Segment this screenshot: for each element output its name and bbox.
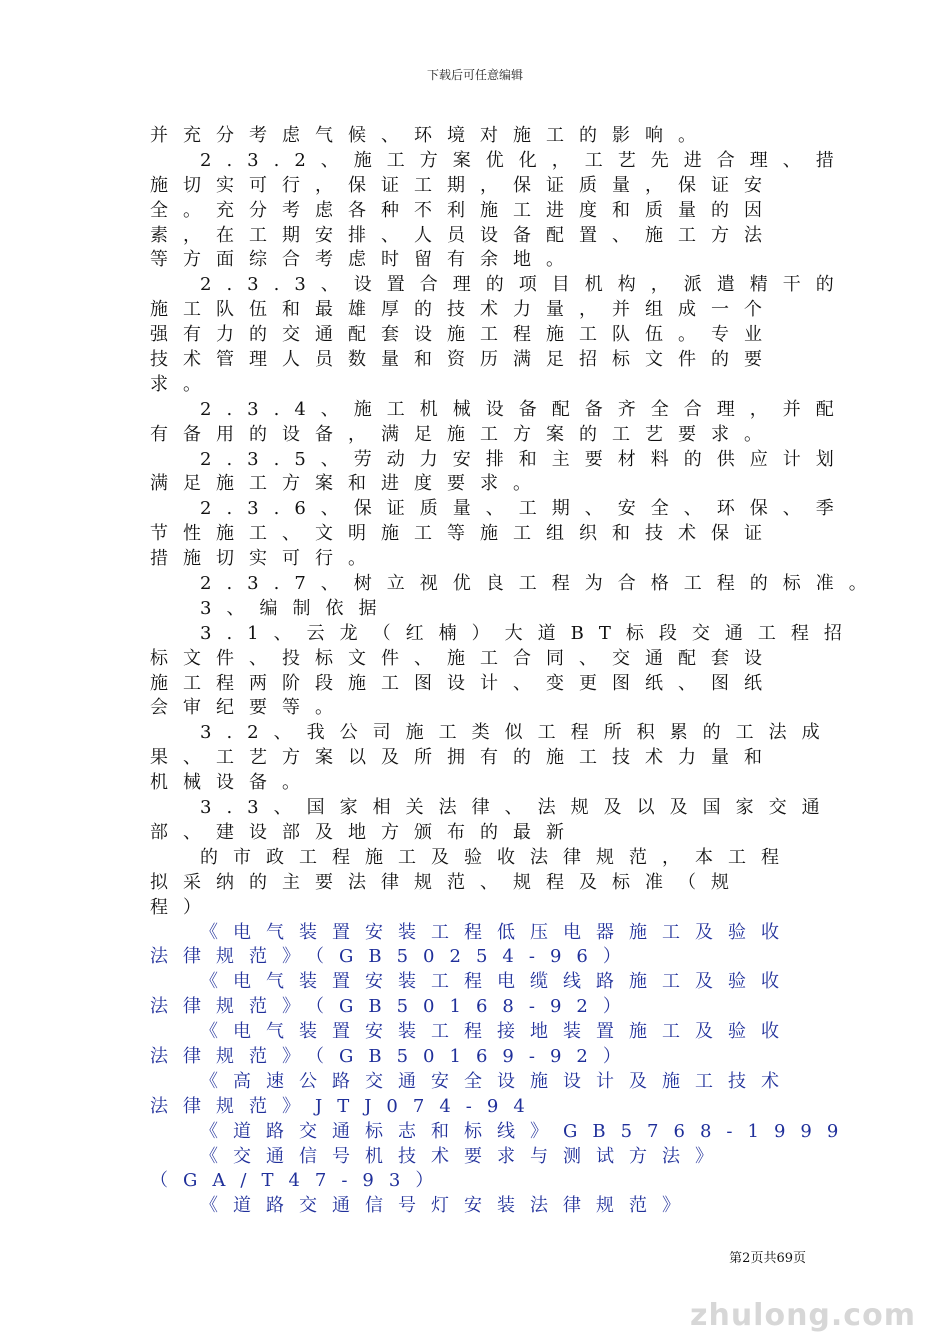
standard-line: 《电气装置安装工程接地装置施工及验收: [200, 1021, 794, 1043]
text-line: 拟采纳的主要法律规范、规程及标准（规: [150, 871, 744, 893]
standard-line: 《交通信号机技术要求与测试方法》: [200, 1145, 728, 1167]
text-line: 并充分考虑气候、环境对施工的影响。: [150, 125, 711, 146]
text-line: 满足施工方案和进度要求。: [150, 473, 546, 495]
standard-line: 法律规范》（GB50254-96）: [150, 946, 636, 968]
page-number: 第2页共69页: [729, 1251, 806, 1266]
standard-line: 《电气装置安装工程低压电器施工及验收: [200, 921, 794, 943]
text-line: 3.1、云龙（红楠）大道BT标段交通工程招: [200, 622, 857, 644]
text-line: 标文件、投标文件、施工合同、交通配套设: [150, 647, 777, 669]
standard-line: 《高速公路交通安全设施设计及施工技术: [200, 1070, 794, 1092]
text-line: 施切实可行，保证工期，保证质量，保证安: [150, 174, 777, 196]
text-line: 节性施工、文明施工等施工组织和技术保证: [150, 523, 777, 545]
text-line: 措施切实可行。: [150, 548, 381, 570]
text-line: 3.2、我公司施工类似工程所积累的工法成: [200, 722, 835, 744]
text-line: 2.3.7、树立视优良工程为合格工程的标准。: [200, 573, 882, 595]
text-line: 有备用的设备，满足施工方案的工艺要求。: [150, 423, 777, 445]
text-line: 求。: [150, 373, 216, 395]
watermark: zhulong.com: [690, 1298, 916, 1333]
text-line: 全。充分考虑各种不利施工进度和质量的因: [150, 199, 777, 221]
text-line: 2.3.5、劳动力安排和主要材料的供应计划: [200, 448, 849, 470]
standard-line: 《道路交通标志和标线》GB5768-1999: [200, 1120, 854, 1142]
text-line: 程）: [150, 896, 216, 918]
text-line: 2.3.6、保证质量、工期、安全、环保、季: [200, 498, 849, 520]
text-line: 2.3.3、设置合理的项目机构，派遣精干的: [200, 274, 849, 296]
text-line: 部、建设部及地方颁布的最新: [150, 821, 579, 843]
text-line: 等方面综合考虑时留有余地。: [150, 249, 579, 271]
document-body: [150, 124, 882, 1219]
standard-line: 《道路交通信号灯安装法律规范》: [200, 1195, 695, 1217]
section-heading: 3、编制依据: [200, 597, 392, 619]
text-line: 素，在工期安排、人员设备配置、施工方法: [150, 224, 777, 246]
standard-line: 《电气装置安装工程电缆线路施工及验收: [200, 971, 794, 993]
text-line: 机械设备。: [150, 772, 315, 794]
text-line: 的市政工程施工及验收法律规范，本工程: [200, 846, 794, 868]
text-line: 施工队伍和最雄厚的技术力量，并组成一个: [150, 299, 777, 321]
standard-line: （GA/T47-93）: [150, 1170, 449, 1192]
text-line: 技术管理人员数量和资历满足招标文件的要: [150, 349, 777, 371]
text-line: 3.3、国家相关法律、法规及以及国家交通: [200, 797, 835, 819]
text-line: 2.3.4、施工机械设备配备齐全合理，并配: [200, 398, 849, 420]
text-line: 会审纪要等。: [150, 697, 348, 719]
standard-line: 法律规范》（GB50168-92）: [150, 996, 636, 1018]
text-line: 2.3.2、施工方案优化，工艺先进合理、措: [200, 149, 849, 171]
text-line: 强有力的交通配套设施工程施工队伍。专业: [150, 324, 777, 346]
standard-line: 法律规范》（GB50169-92）: [150, 1045, 636, 1067]
text-line: 施工程两阶段施工图设计、变更图纸、图纸: [150, 672, 777, 694]
standard-line: 法律规范》JTJ074-94: [150, 1095, 540, 1117]
page-header: 下载后可任意编辑: [426, 68, 523, 82]
text-line: 果、工艺方案以及所拥有的施工技术力量和: [150, 747, 777, 769]
